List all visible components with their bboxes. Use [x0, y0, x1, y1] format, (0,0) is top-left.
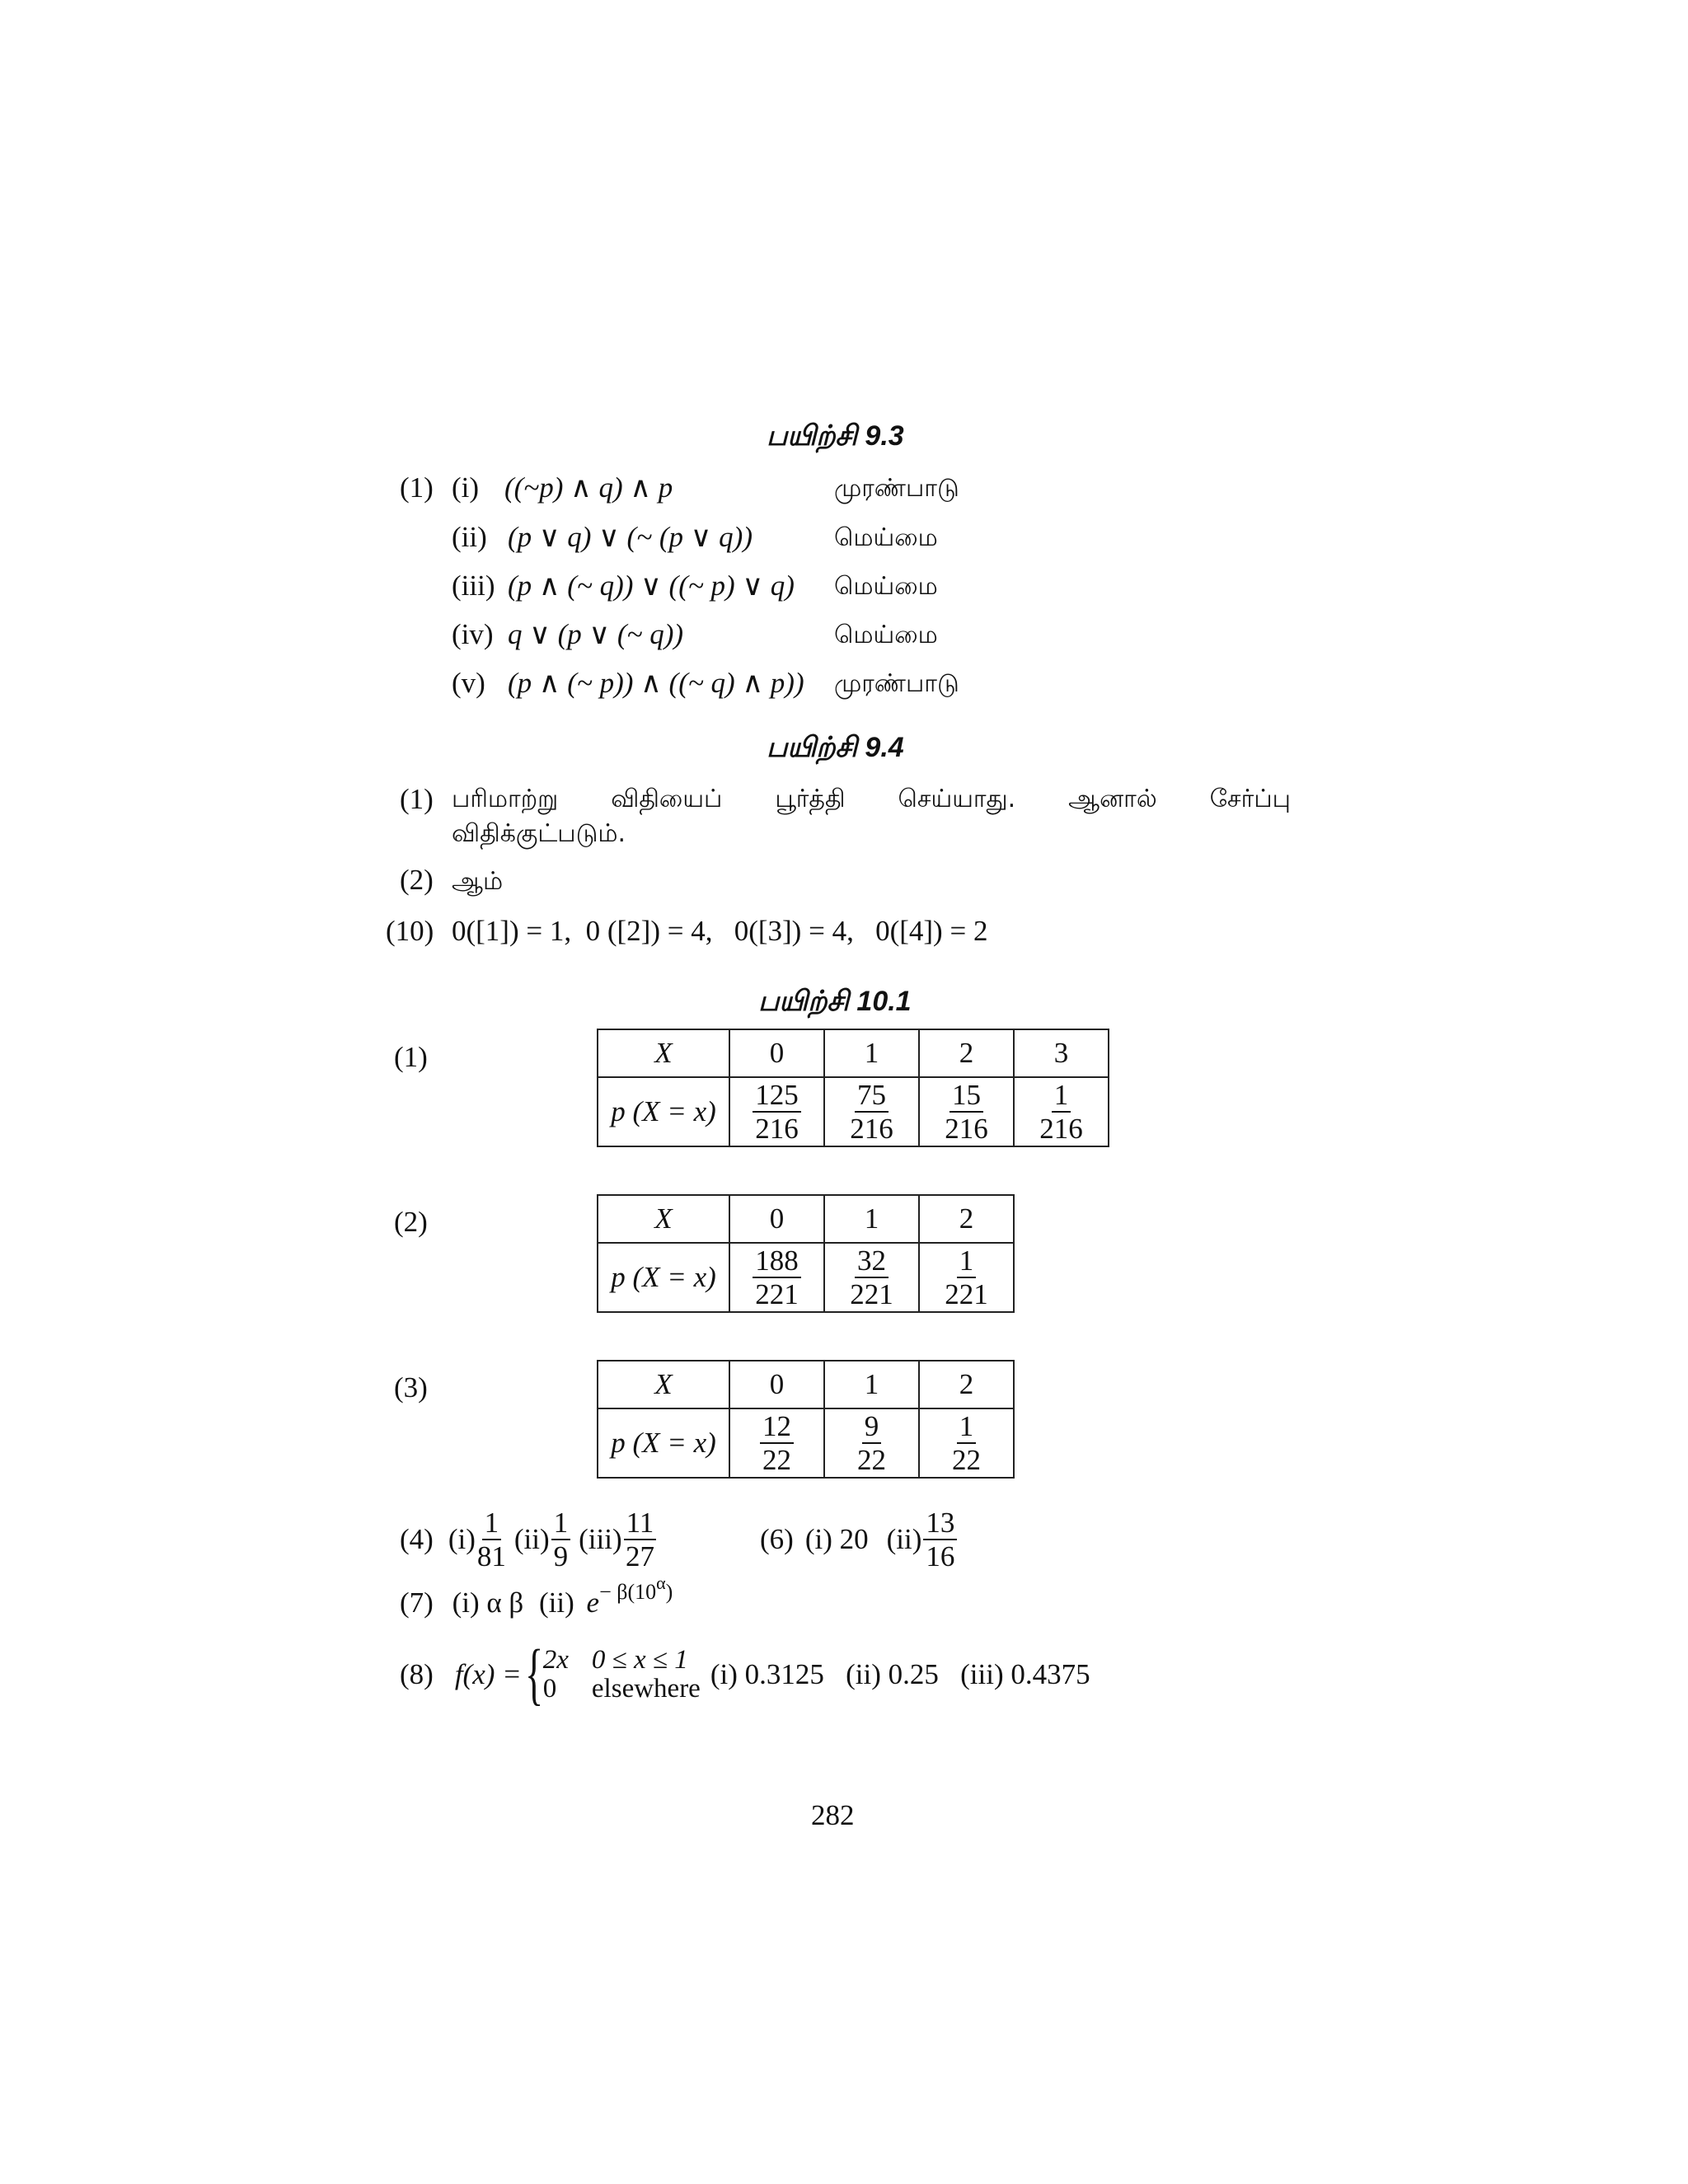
- item-number: (iv): [452, 618, 494, 650]
- answer-text: மெய்மை: [834, 523, 938, 552]
- case-value: 2x: [542, 1645, 569, 1675]
- question-number: (3): [394, 1371, 428, 1404]
- answer-line-q7: [400, 1572, 673, 1619]
- probability-cell: [729, 1077, 824, 1146]
- probability-cell: [824, 1077, 919, 1146]
- heading-exercise-9-3: பயிற்சி 9.3: [767, 420, 904, 452]
- numerator: 75: [855, 1080, 889, 1113]
- probability-cell: [1014, 1077, 1109, 1146]
- left-brace: {: [524, 1636, 543, 1713]
- exponential-base: e: [586, 1586, 600, 1619]
- x-header: X: [598, 1029, 729, 1077]
- x-value: 1: [824, 1029, 919, 1077]
- case-condition: 0 ≤ x ≤ 1: [591, 1645, 688, 1675]
- x-header: X: [598, 1361, 729, 1408]
- part-label: (ii): [513, 1523, 550, 1555]
- function-lhs: f(x) =: [454, 1658, 522, 1690]
- x-value: 0: [729, 1195, 824, 1243]
- part-answer: (i) α β: [452, 1586, 524, 1619]
- question-number: (7): [400, 1586, 434, 1619]
- answer-text: மெய்மை: [834, 621, 938, 649]
- numerator: 9: [862, 1412, 882, 1444]
- question-number: (4): [400, 1523, 434, 1555]
- numerator: 1: [1052, 1080, 1071, 1113]
- word: ஆனால்: [1068, 785, 1157, 813]
- p-header: p (X = x): [598, 1077, 729, 1146]
- exponent-close: ): [665, 1580, 673, 1604]
- answer-text: மெய்மை: [834, 572, 938, 601]
- logic-expression: ((~p) ∧ q) ∧ p: [504, 471, 673, 504]
- probability-cell: [919, 1408, 1014, 1478]
- numerator: 1: [957, 1412, 977, 1444]
- x-value: 1: [824, 1361, 919, 1408]
- word: செய்யாது.: [898, 785, 1016, 813]
- word: பரிமாற்று: [452, 785, 559, 813]
- probability-cell: [729, 1243, 824, 1312]
- denominator: 81: [476, 1540, 506, 1572]
- answer-line: [452, 785, 1291, 817]
- denominator: 27: [625, 1540, 654, 1572]
- logic-expression: q ∨ (p ∨ (~ q)): [508, 618, 684, 650]
- probability-cell: [919, 1243, 1014, 1312]
- answer-text: 0([1]) = 1, 0 ([2]) = 4, 0([3]) = 4, 0([4]) = 2: [452, 915, 988, 947]
- numerator: 12: [760, 1412, 794, 1444]
- probability-cell: [729, 1408, 824, 1478]
- denominator: 216: [1039, 1113, 1083, 1145]
- word: விதியைப்: [611, 785, 723, 813]
- part-answer: (i) 20: [804, 1523, 869, 1555]
- exponent: − β(10: [599, 1580, 657, 1604]
- exponent-superscript: α: [656, 1572, 666, 1593]
- denominator: 221: [945, 1278, 988, 1310]
- answer-text: முரண்பாடு: [834, 474, 959, 503]
- p-header: p (X = x): [598, 1243, 729, 1312]
- x-value: 0: [729, 1029, 824, 1077]
- numerator: 15: [950, 1080, 983, 1113]
- question-number: (10): [386, 915, 434, 947]
- question-number: (6): [760, 1523, 794, 1555]
- logic-expression: (p ∧ (~ q)) ∨ ((~ p) ∨ q): [508, 569, 795, 602]
- denominator: 216: [755, 1113, 799, 1145]
- question-number: (1): [400, 783, 434, 815]
- numerator: 125: [753, 1080, 801, 1113]
- part-answers: (i) 0.3125 (ii) 0.25 (iii) 0.4375: [710, 1658, 1090, 1690]
- x-value: 3: [1014, 1029, 1109, 1077]
- question-number: (1): [394, 1041, 428, 1073]
- x-value: 2: [919, 1029, 1014, 1077]
- denominator: 221: [850, 1278, 893, 1310]
- denominator: 216: [850, 1113, 893, 1145]
- x-header: X: [598, 1195, 729, 1243]
- p-header: p (X = x): [598, 1408, 729, 1478]
- question-number: (2): [400, 864, 434, 896]
- answer-line-q4: [400, 1508, 658, 1571]
- denominator: 9: [553, 1540, 569, 1572]
- heading-exercise-9-4: பயிற்சி 9.4: [767, 732, 904, 763]
- heading-exercise-10-1: பயிற்சி 10.1: [758, 986, 912, 1017]
- part-label: (iii): [579, 1523, 622, 1555]
- answer-text: ஆம்: [452, 867, 504, 896]
- probability-table: [597, 1360, 1015, 1479]
- item-number: (ii): [452, 521, 487, 553]
- question-number: (1): [400, 471, 434, 504]
- x-value: 2: [919, 1195, 1014, 1243]
- x-value: 0: [729, 1361, 824, 1408]
- x-value: 2: [919, 1361, 1014, 1408]
- x-value: 1: [824, 1195, 919, 1243]
- word: பூர்த்தி: [775, 785, 846, 813]
- piecewise-cases: [543, 1646, 701, 1703]
- numerator: 1: [957, 1246, 977, 1278]
- denominator: 22: [762, 1444, 791, 1476]
- answer-text: முரண்பாடு: [834, 669, 959, 698]
- part-label: (ii): [886, 1523, 922, 1555]
- question-number: (8): [400, 1658, 434, 1690]
- item-number: (v): [452, 667, 485, 699]
- question-number: (2): [394, 1206, 428, 1238]
- page-number: 282: [811, 1799, 855, 1831]
- probability-cell: [824, 1408, 919, 1478]
- item-number: (i): [452, 471, 480, 504]
- answer-line: விதிக்குட்படும்.: [452, 819, 626, 848]
- numerator: 1: [551, 1508, 571, 1540]
- probability-cell: [824, 1243, 919, 1312]
- numerator: 11: [624, 1508, 657, 1540]
- numerator: 188: [753, 1246, 801, 1278]
- answer-line-q6: [760, 1508, 959, 1571]
- numerator: 13: [923, 1508, 957, 1540]
- item-number: (iii): [452, 569, 495, 602]
- denominator: 22: [857, 1444, 886, 1476]
- logic-expression: (p ∨ q) ∨ (~ (p ∨ q)): [508, 521, 753, 553]
- probability-table: [597, 1029, 1109, 1147]
- part-label: (i): [448, 1523, 476, 1555]
- probability-cell: [919, 1077, 1014, 1146]
- denominator: 22: [952, 1444, 981, 1476]
- probability-table: [597, 1194, 1015, 1313]
- answer-line-q8: [400, 1636, 1090, 1713]
- logic-expression: (p ∧ (~ p)) ∧ ((~ q) ∧ p)): [508, 667, 804, 699]
- denominator: 221: [755, 1278, 799, 1310]
- case-condition: elsewhere: [591, 1674, 701, 1704]
- denominator: 16: [926, 1540, 955, 1572]
- denominator: 216: [945, 1113, 988, 1145]
- numerator: 1: [482, 1508, 502, 1540]
- numerator: 32: [855, 1246, 889, 1278]
- part-label: (ii): [539, 1586, 574, 1619]
- case-value: 0: [542, 1674, 557, 1704]
- word: சேர்ப்பு: [1209, 785, 1291, 813]
